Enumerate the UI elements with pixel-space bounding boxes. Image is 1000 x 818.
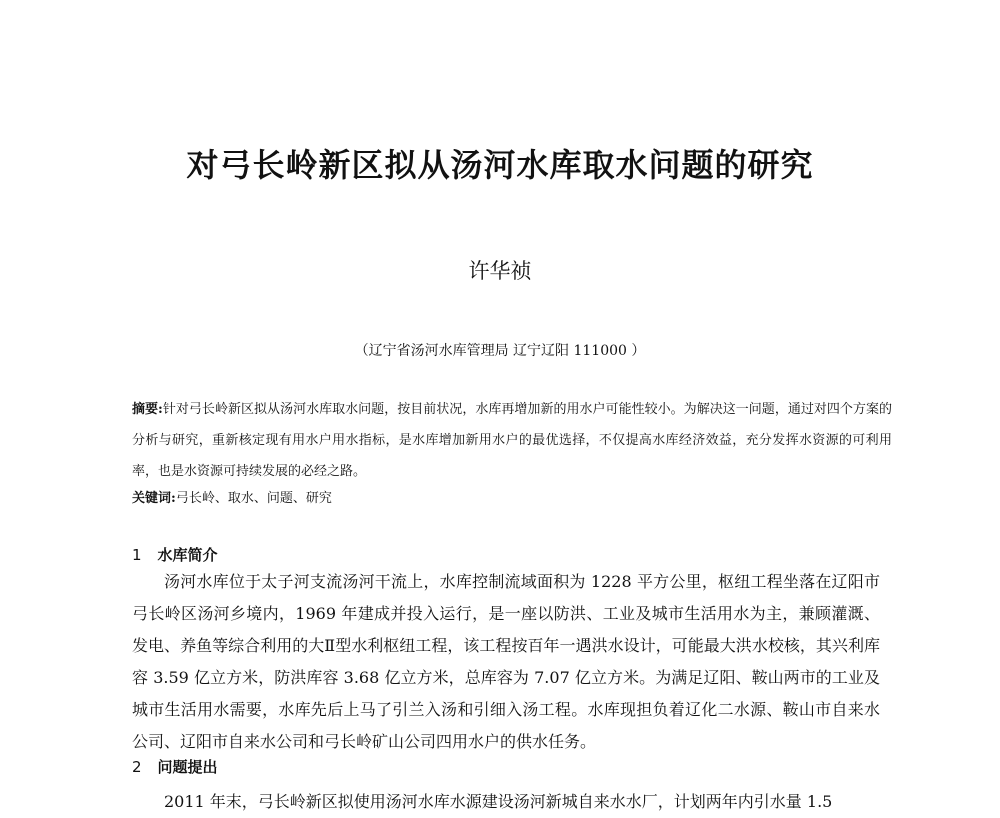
section-number-1: 1 bbox=[132, 546, 142, 564]
section-heading-1 bbox=[132, 544, 218, 565]
section-title-1: 水库简介 bbox=[157, 546, 218, 564]
keywords bbox=[132, 483, 892, 514]
abstract-label: 摘要: bbox=[132, 402, 163, 417]
keywords-text: 弓长岭、取水、问题、研究 bbox=[175, 491, 332, 506]
abstract bbox=[132, 394, 892, 487]
section-heading-2 bbox=[132, 756, 218, 777]
section-body-1: 汤河水库位于太子河支流汤河干流上，水库控制流域面积为 1228 平方公里，枢纽工程坐落在辽阳市弓长岭区汤河乡境内，1969 年建成并投入运行，是一座以防洪、工业及城市生活用水为主，兼顾灌溉、发电、养鱼等综合利用的大Ⅱ型水利枢纽工程，该工程按百年一遇洪水设计，可能最大洪水校核，其兴利库容 3.59 亿立方米，防洪库容 3.68 亿立方米，总库容为 7.07 亿立方米。为满足辽阳、鞍山两市的工业及城市生活用水需要，水库先后上马了引兰入汤和引细入汤工程。水库现担负着辽化二水源、鞍山市自来水公司、辽阳市自来水公司和弓长岭矿山公司四用水户的供水任务。 bbox=[132, 572, 880, 751]
section-number-2: 2 bbox=[132, 758, 142, 776]
affiliation: （辽宁省汤河水库管理局 辽宁辽阳 111000 ） bbox=[354, 343, 646, 359]
section-title-2: 问题提出 bbox=[157, 758, 218, 776]
keywords-label: 关键词: bbox=[132, 491, 176, 506]
section-body-2: 2011 年末，弓长岭新区拟使用汤河水库水源建设汤河新城自来水水厂，计划两年内引水量 1.5 bbox=[164, 792, 833, 811]
abstract-text: 针对弓长岭新区拟从汤河水库取水问题，按目前状况，水库再增加新的用水户可能性较小。为解决这一问题，通过对四个方案的分析与研究，重新核定现有用水户用水指标，是水库增加新用水户的最优选择，不仅提高水库经济效益，充分发挥水资源的可利用率，也是水资源可持续发展的必经之路。 bbox=[132, 402, 892, 479]
paper-title: 对弓长岭新区拟从汤河水库取水问题的研究 bbox=[186, 146, 814, 184]
author-name: 许华祯 bbox=[468, 259, 532, 283]
